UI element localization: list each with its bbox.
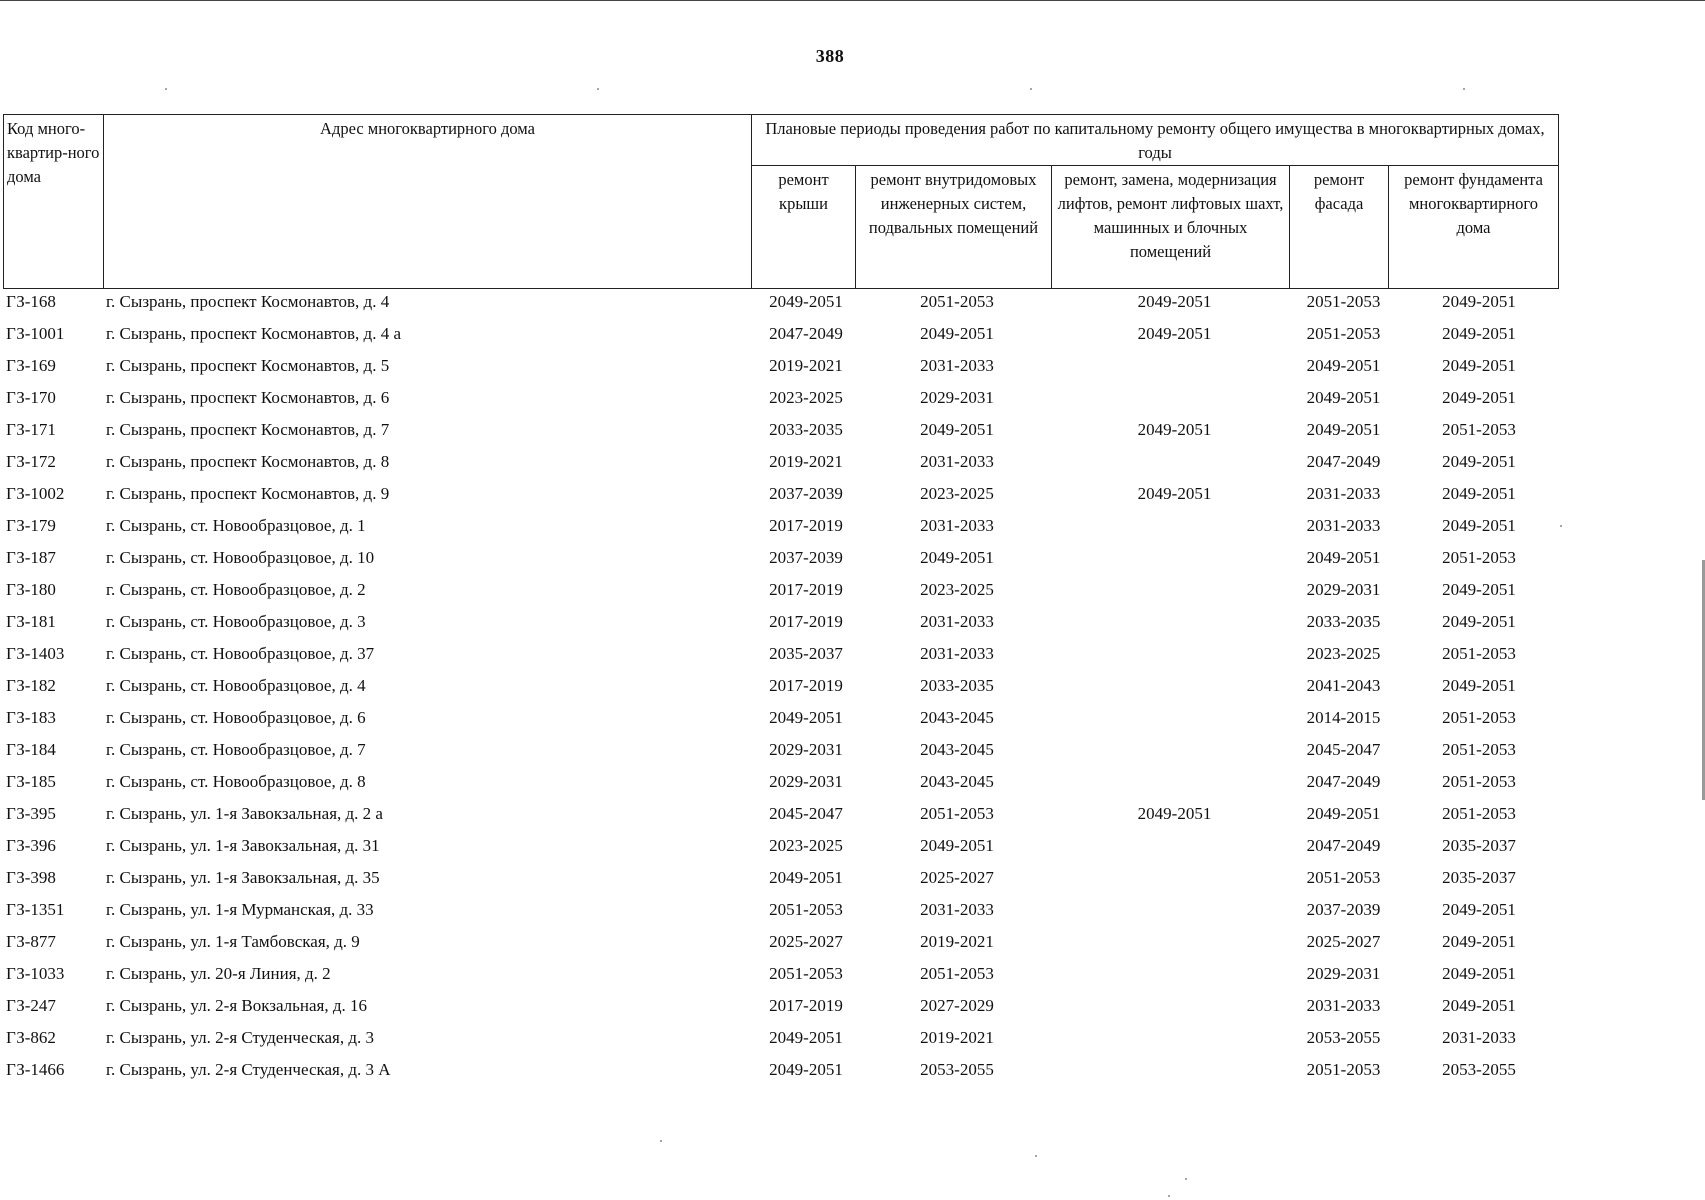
row-roof-period: 2025-2027 (769, 932, 843, 951)
header-engineering: ремонт внутридомовых инженерных систем, подвальных помещений (856, 166, 1052, 289)
row-facade-period: 2033-2035 (1306, 612, 1381, 631)
row-foundation-period: 2049-2051 (1442, 484, 1516, 503)
row-engineering-period: 2023-2025 (920, 484, 994, 503)
table-row (3, 672, 1561, 704)
table-row (3, 832, 1561, 864)
row-address: г. Сызрань, проспект Космонавтов, д. 6 (106, 388, 390, 407)
row-code: ГЗ-1002 (6, 484, 65, 503)
row-engineering-period: 2043-2045 (920, 740, 994, 759)
row-address: г. Сызрань, ул. 20-я Линия, д. 2 (106, 964, 331, 983)
row-address: г. Сызрань, ст. Новообразцовое, д. 7 (106, 740, 366, 759)
table-row (3, 896, 1561, 928)
table-row (3, 992, 1561, 1024)
row-address: г. Сызрань, ул. 1-я Завокзальная, д. 2 а (106, 804, 383, 823)
table-row (3, 480, 1561, 512)
row-foundation-period: 2049-2051 (1442, 516, 1516, 535)
row-lifts-period: 2049-2051 (1137, 420, 1212, 439)
row-address: г. Сызрань, проспект Космонавтов, д. 9 (106, 484, 390, 503)
table-row (3, 768, 1561, 800)
row-facade-period: 2029-2031 (1306, 580, 1381, 599)
row-foundation-period: 2051-2053 (1442, 772, 1516, 791)
row-roof-period: 2049-2051 (769, 1028, 843, 1047)
table-row (3, 704, 1561, 736)
row-foundation-period: 2035-2037 (1442, 836, 1516, 855)
row-engineering-period: 2043-2045 (920, 708, 994, 727)
row-facade-period: 2051-2053 (1306, 1060, 1381, 1079)
row-roof-period: 2023-2025 (769, 836, 843, 855)
row-roof-period: 2033-2035 (769, 420, 843, 439)
table-row (3, 576, 1561, 608)
row-facade-period: 2049-2051 (1306, 548, 1381, 567)
row-facade-period: 2025-2027 (1306, 932, 1381, 951)
table-row (3, 320, 1561, 352)
scan-speck (1560, 525, 1562, 527)
row-facade-period: 2049-2051 (1306, 388, 1381, 407)
row-engineering-period: 2019-2021 (920, 1028, 994, 1047)
scan-speck (1185, 1178, 1187, 1180)
table-row (3, 384, 1561, 416)
scan-speck (1035, 1155, 1037, 1157)
header-periods-group: Плановые периоды проведения работ по капитальному ремонту общего имущества в многоквартирных домах, годы (752, 115, 1559, 166)
row-lifts-period: 2049-2051 (1137, 292, 1212, 311)
row-foundation-period: 2049-2051 (1442, 452, 1516, 471)
row-code: ГЗ-180 (6, 580, 56, 599)
table-row (3, 800, 1561, 832)
row-engineering-period: 2051-2053 (920, 292, 994, 311)
row-lifts-period: 2049-2051 (1137, 324, 1212, 343)
header-roof: ремонт крыши (752, 166, 856, 289)
table-row (3, 608, 1561, 640)
row-address: г. Сызрань, ст. Новообразцовое, д. 10 (106, 548, 375, 567)
row-facade-period: 2031-2033 (1306, 516, 1381, 535)
scan-speck (1168, 1195, 1170, 1197)
row-address: г. Сызрань, ул. 1-я Тамбовская, д. 9 (106, 932, 360, 951)
row-address: г. Сызрань, ул. 1-я Завокзальная, д. 35 (106, 868, 380, 887)
row-engineering-period: 2049-2051 (920, 836, 994, 855)
row-roof-period: 2017-2019 (769, 580, 843, 599)
row-facade-period: 2047-2049 (1306, 836, 1381, 855)
row-roof-period: 2029-2031 (769, 740, 843, 759)
row-address: г. Сызрань, ст. Новообразцовое, д. 1 (106, 516, 366, 535)
row-foundation-period: 2049-2051 (1442, 932, 1516, 951)
row-foundation-period: 2049-2051 (1442, 388, 1516, 407)
row-address: г. Сызрань, проспект Космонавтов, д. 5 (106, 356, 390, 375)
row-code: ГЗ-169 (6, 356, 56, 375)
table-body (3, 288, 1561, 1088)
row-engineering-period: 2031-2033 (920, 900, 994, 919)
row-facade-period: 2014-2015 (1306, 708, 1381, 727)
table-row (3, 544, 1561, 576)
row-code: ГЗ-396 (6, 836, 56, 855)
row-code: ГЗ-181 (6, 612, 56, 631)
row-roof-period: 2051-2053 (769, 900, 843, 919)
row-code: ГЗ-398 (6, 868, 56, 887)
row-foundation-period: 2049-2051 (1442, 676, 1516, 695)
row-address: г. Сызрань, проспект Космонавтов, д. 8 (106, 452, 390, 471)
row-code: ГЗ-182 (6, 676, 56, 695)
header-code: Код много-квартир-ного дома (4, 115, 104, 289)
row-address: г. Сызрань, ул. 1-я Завокзальная, д. 31 (106, 836, 380, 855)
table-row (3, 352, 1561, 384)
row-facade-period: 2051-2053 (1306, 868, 1381, 887)
row-code: ГЗ-247 (6, 996, 56, 1015)
row-address: г. Сызрань, проспект Космонавтов, д. 4 а (106, 324, 401, 343)
row-address: г. Сызрань, проспект Космонавтов, д. 4 (106, 292, 390, 311)
table-header (3, 114, 1559, 289)
row-code: ГЗ-170 (6, 388, 56, 407)
row-engineering-period: 2023-2025 (920, 580, 994, 599)
row-code: ГЗ-1033 (6, 964, 65, 983)
row-roof-period: 2029-2031 (769, 772, 843, 791)
row-roof-period: 2017-2019 (769, 676, 843, 695)
row-roof-period: 2023-2025 (769, 388, 843, 407)
table-row (3, 416, 1561, 448)
row-foundation-period: 2049-2051 (1442, 900, 1516, 919)
row-address: г. Сызрань, ул. 2-я Студенческая, д. 3 (106, 1028, 375, 1047)
row-foundation-period: 2051-2053 (1442, 548, 1516, 567)
row-engineering-period: 2031-2033 (920, 516, 994, 535)
row-address: г. Сызрань, ст. Новообразцовое, д. 37 (106, 644, 375, 663)
row-foundation-period: 2051-2053 (1442, 420, 1516, 439)
row-facade-period: 2031-2033 (1306, 484, 1381, 503)
row-foundation-period: 2053-2055 (1442, 1060, 1516, 1079)
page-top-rule (0, 0, 1705, 1)
row-roof-period: 2017-2019 (769, 612, 843, 631)
row-code: ГЗ-171 (6, 420, 56, 439)
row-facade-period: 2049-2051 (1306, 804, 1381, 823)
row-facade-period: 2049-2051 (1306, 420, 1381, 439)
header-facade: ремонт фасада (1290, 166, 1389, 289)
row-foundation-period: 2051-2053 (1442, 804, 1516, 823)
row-roof-period: 2049-2051 (769, 868, 843, 887)
page-number: 388 (815, 46, 845, 66)
row-code: ГЗ-1403 (6, 644, 65, 663)
row-roof-period: 2017-2019 (769, 996, 843, 1015)
row-foundation-period: 2049-2051 (1442, 996, 1516, 1015)
row-engineering-period: 2019-2021 (920, 932, 994, 951)
row-code: ГЗ-862 (6, 1028, 56, 1047)
table-row (3, 960, 1561, 992)
row-lifts-period: 2049-2051 (1137, 804, 1212, 823)
row-engineering-period: 2043-2045 (920, 772, 994, 791)
row-roof-period: 2049-2051 (769, 292, 843, 311)
row-foundation-period: 2049-2051 (1442, 580, 1516, 599)
row-foundation-period: 2049-2051 (1442, 292, 1516, 311)
row-engineering-period: 2031-2033 (920, 452, 994, 471)
row-roof-period: 2049-2051 (769, 708, 843, 727)
row-code: ГЗ-184 (6, 740, 56, 759)
row-roof-period: 2019-2021 (769, 452, 843, 471)
row-roof-period: 2037-2039 (769, 548, 843, 567)
row-code: ГЗ-168 (6, 292, 56, 311)
row-address: г. Сызрань, ст. Новообразцовое, д. 3 (106, 612, 366, 631)
row-foundation-period: 2049-2051 (1442, 964, 1516, 983)
row-foundation-period: 2049-2051 (1442, 612, 1516, 631)
row-address: г. Сызрань, ул. 1-я Мурманская, д. 33 (106, 900, 374, 919)
header-address: Адрес многоквартирного дома (104, 115, 752, 289)
table-row (3, 1056, 1561, 1088)
row-roof-period: 2017-2019 (769, 516, 843, 535)
scan-speck (660, 1140, 662, 1142)
row-roof-period: 2049-2051 (769, 1060, 843, 1079)
table-row (3, 448, 1561, 480)
row-foundation-period: 2049-2051 (1442, 356, 1516, 375)
row-address: г. Сызрань, ул. 2-я Вокзальная, д. 16 (106, 996, 368, 1015)
row-engineering-period: 2029-2031 (920, 388, 994, 407)
row-engineering-period: 2049-2051 (920, 324, 994, 343)
row-facade-period: 2041-2043 (1306, 676, 1381, 695)
row-facade-period: 2051-2053 (1306, 324, 1381, 343)
row-engineering-period: 2051-2053 (920, 964, 994, 983)
table-row (3, 928, 1561, 960)
table-row (3, 736, 1561, 768)
header-lifts: ремонт, замена, модернизация лифтов, ремонт лифтовых шахт, машинных и блочных помещений (1052, 166, 1290, 289)
row-engineering-period: 2049-2051 (920, 420, 994, 439)
table-row (3, 864, 1561, 896)
row-facade-period: 2037-2039 (1306, 900, 1381, 919)
row-address: г. Сызрань, ст. Новообразцовое, д. 2 (106, 580, 366, 599)
scan-speck (165, 88, 167, 90)
row-lifts-period: 2049-2051 (1137, 484, 1212, 503)
row-foundation-period: 2049-2051 (1442, 324, 1516, 343)
scan-speck (597, 88, 599, 90)
scan-speck (1030, 88, 1032, 90)
scan-speck (1463, 88, 1465, 90)
row-code: ГЗ-179 (6, 516, 56, 535)
row-roof-period: 2035-2037 (769, 644, 843, 663)
row-address: г. Сызрань, ст. Новообразцовое, д. 4 (106, 676, 366, 695)
row-code: ГЗ-877 (6, 932, 56, 951)
row-facade-period: 2045-2047 (1306, 740, 1381, 759)
row-facade-period: 2053-2055 (1306, 1028, 1381, 1047)
row-foundation-period: 2035-2037 (1442, 868, 1516, 887)
row-foundation-period: 2031-2033 (1442, 1028, 1516, 1047)
row-address: г. Сызрань, проспект Космонавтов, д. 7 (106, 420, 390, 439)
row-facade-period: 2047-2049 (1306, 772, 1381, 791)
row-code: ГЗ-1466 (6, 1060, 65, 1079)
row-facade-period: 2051-2053 (1306, 292, 1381, 311)
row-foundation-period: 2051-2053 (1442, 708, 1516, 727)
row-code: ГЗ-172 (6, 452, 56, 471)
row-facade-period: 2029-2031 (1306, 964, 1381, 983)
row-facade-period: 2023-2025 (1306, 644, 1381, 663)
row-code: ГЗ-187 (6, 548, 56, 567)
row-code: ГЗ-1351 (6, 900, 65, 919)
row-roof-period: 2019-2021 (769, 356, 843, 375)
row-code: ГЗ-183 (6, 708, 56, 727)
row-engineering-period: 2053-2055 (920, 1060, 994, 1079)
row-facade-period: 2031-2033 (1306, 996, 1381, 1015)
row-address: г. Сызрань, ст. Новообразцовое, д. 6 (106, 708, 366, 727)
row-roof-period: 2051-2053 (769, 964, 843, 983)
row-code: ГЗ-1001 (6, 324, 65, 343)
row-facade-period: 2049-2051 (1306, 356, 1381, 375)
row-engineering-period: 2051-2053 (920, 804, 994, 823)
row-engineering-period: 2025-2027 (920, 868, 994, 887)
table-row (3, 512, 1561, 544)
row-address: г. Сызрань, ст. Новообразцовое, д. 8 (106, 772, 366, 791)
row-address: г. Сызрань, ул. 2-я Студенческая, д. 3 А (106, 1060, 391, 1079)
row-engineering-period: 2031-2033 (920, 612, 994, 631)
row-engineering-period: 2031-2033 (920, 356, 994, 375)
row-foundation-period: 2051-2053 (1442, 644, 1516, 663)
table-row (3, 1024, 1561, 1056)
row-roof-period: 2045-2047 (769, 804, 843, 823)
row-roof-period: 2047-2049 (769, 324, 843, 343)
row-code: ГЗ-185 (6, 772, 56, 791)
table-row (3, 640, 1561, 672)
row-roof-period: 2037-2039 (769, 484, 843, 503)
header-foundation: ремонт фундамента многоквартирного дома (1389, 166, 1559, 289)
row-foundation-period: 2051-2053 (1442, 740, 1516, 759)
row-engineering-period: 2033-2035 (920, 676, 994, 695)
table-row (3, 288, 1561, 320)
row-code: ГЗ-395 (6, 804, 56, 823)
row-engineering-period: 2027-2029 (920, 996, 994, 1015)
row-facade-period: 2047-2049 (1306, 452, 1381, 471)
row-engineering-period: 2031-2033 (920, 644, 994, 663)
row-engineering-period: 2049-2051 (920, 548, 994, 567)
